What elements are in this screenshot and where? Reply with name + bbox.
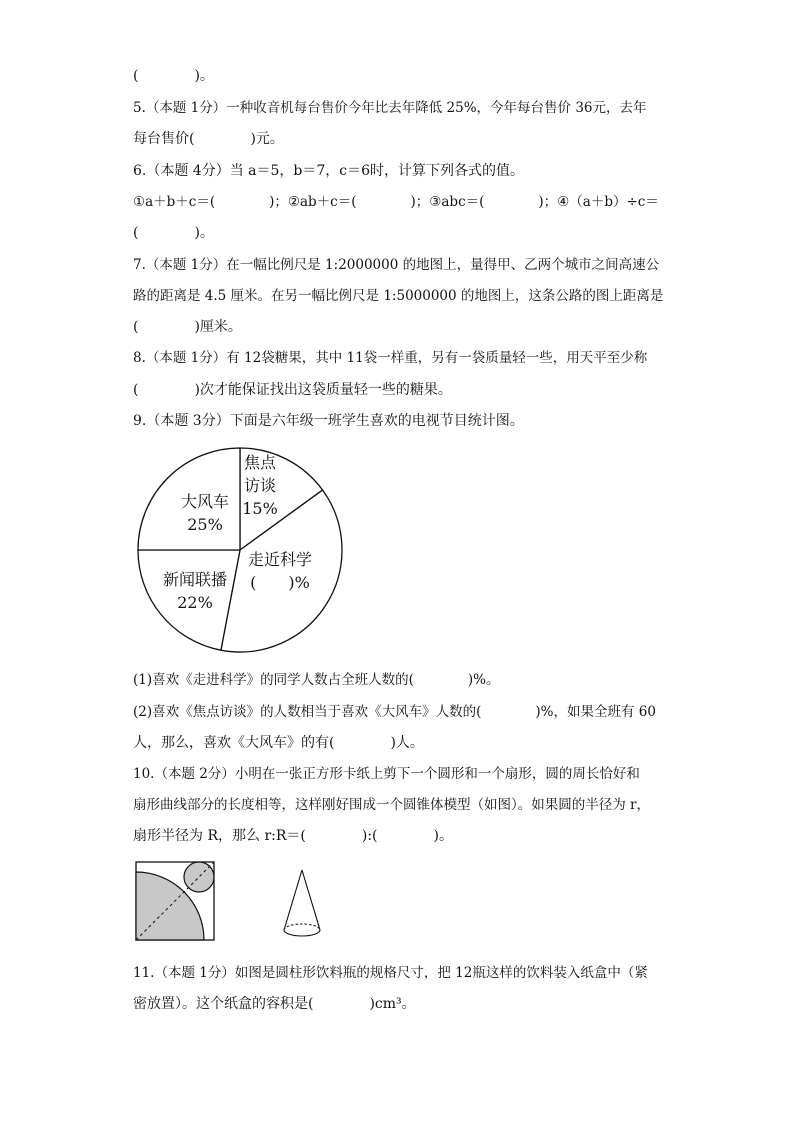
question-9-sub-2-line-1: (2)喜欢《焦点访谈》的人数相当于喜欢《大风车》人数的( )%，如果全班有 60 xyxy=(133,704,656,720)
square-card-figure xyxy=(134,860,218,944)
question-9-line-1: 9.（本题 3分）下面是六年级一班学生喜欢的电视节目统计图。 xyxy=(133,413,524,429)
question-10-line-2: 扇形曲线部分的长度相等，这样刚好围成一个圆锥体模型（如图）。如果圆的半径为 r， xyxy=(133,797,650,813)
question-9-sub-2-line-2: 人，那么，喜欢《大风车》的有( )人。 xyxy=(133,735,424,751)
question-7-line-1: 7.（本题 1分）在一幅比例尺是 1:2000000 的地图上，量得甲、乙两个城市之间高速公 xyxy=(133,257,660,273)
pie-slice-name-label: 大风车 xyxy=(180,492,230,511)
question-5-line-1: 5.（本题 1分）一种收音机每台售价今年比去年降低 25%，今年每台售价 36元，去年 xyxy=(133,100,647,116)
question-6-line-2: ①a＋b＋c＝( )；②ab＋c＝( )；③abc＝( )；④（a＋b）÷c＝ xyxy=(133,194,659,210)
question-7-line-3: ( )厘米。 xyxy=(133,319,242,335)
pie-slice-percent-label: 22% xyxy=(177,593,213,612)
question-10-line-3: 扇形半径为 R，那么 r:R＝( ):( )。 xyxy=(133,828,453,844)
pie-slice-name-label: 新闻联播 xyxy=(162,570,228,589)
cone-figure xyxy=(277,866,327,946)
question-6-line-3: ( )。 xyxy=(133,225,214,241)
pie-slice-percent-label: 15% xyxy=(242,499,278,518)
question-6-line-1: 6.（本题 4分）当 a＝5，b＝7，c＝6时，计算下列各式的值。 xyxy=(133,163,525,179)
pie-slice-name-label: 焦点 xyxy=(243,453,277,472)
question-5-line-2: 每台售价( )元。 xyxy=(133,131,284,147)
question-10-line-1: 10.（本题 2分）小明在一张正方形卡纸上剪下一个圆形和一个扇形，圆的周长恰好和 xyxy=(133,766,640,782)
pie-slice-percent-label: ( )% xyxy=(250,573,310,592)
pie-slice-name-label: 访谈 xyxy=(243,476,277,495)
question-9-sub-1: (1)喜欢《走进科学》的同学人数占全班人数的( )%。 xyxy=(133,672,500,688)
cone-base-front xyxy=(284,930,320,936)
question-8-line-1: 8.（本题 1分）有 12袋糖果，其中 11袋一样重，另有一袋质量轻一些，用天平至少称 xyxy=(133,350,648,366)
answer-line-prev: ( )。 xyxy=(133,68,214,84)
cone-base-back xyxy=(284,924,320,930)
question-11-line-2: 密放置）。这个纸盒的容积是( )cm³。 xyxy=(133,996,416,1012)
pie-slice-percent-label: 25% xyxy=(187,515,223,534)
question-7-line-2: 路的距离是 4.5 厘米。在另一幅比例尺是 1:5000000 的地图上，这条公路的图上距离是 xyxy=(133,288,664,304)
tv-program-pie-chart xyxy=(130,440,350,660)
question-8-line-2: ( )次才能保证找出这袋质量轻一些的糖果。 xyxy=(133,382,452,398)
cone-left-edge xyxy=(284,870,302,930)
question-11-line-1: 11.（本题 1分）如图是圆柱形饮料瓶的规格尺寸，把 12瓶这样的饮料装入纸盒中（紧 xyxy=(133,965,648,981)
pie-slice-name-label: 走近科学 xyxy=(247,550,313,569)
cone-right-edge xyxy=(302,870,320,930)
